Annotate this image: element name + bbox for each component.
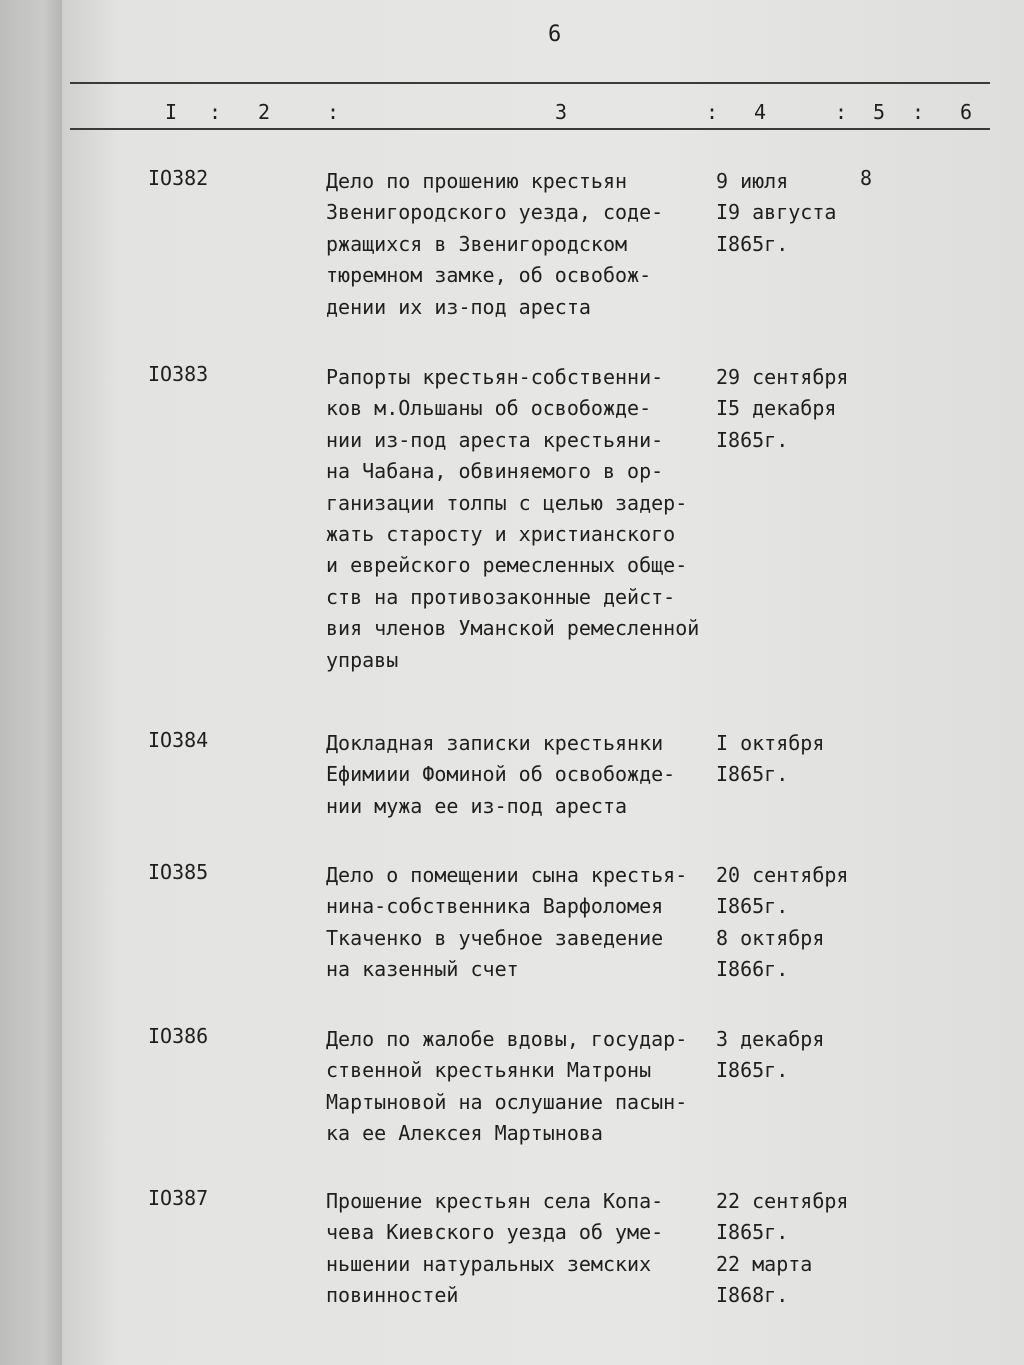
record-id: IO383 bbox=[148, 362, 209, 386]
column-header-4: 4 bbox=[754, 100, 767, 124]
record-description: Дело по прошению крестьян Звенигородского уезда, соде- ржащихся в Звенигородском тюремном замке, об освобож- дении их из-под ареста bbox=[326, 169, 664, 319]
record-dates: 22 сентября I865г. 22 марта I868г. bbox=[716, 1189, 849, 1308]
record-dates: 9 июля I9 августа I865г. bbox=[716, 169, 837, 256]
record-description: Докладная записки крестьянки Ефимиии Фоминой об освобожде- нии мужа ее из-под ареста bbox=[326, 731, 676, 818]
column-separator: : bbox=[706, 100, 719, 124]
column-header-2: 2 bbox=[258, 100, 271, 124]
record-id: IO384 bbox=[148, 728, 209, 752]
record-description: Рапорты крестьян-собственни- ков м.Ольшаны об освобожде- нии из-под ареста крестьяни- на Чабана, обвиняемого в ор- ганизации толпы с целью задер- жать старосту и христианского и еврейского ремесленных обще- ств на противозаконные дейст- вия членов Уманской ремесленной управы bbox=[326, 365, 700, 672]
record-description: Дело о помещении сына крестья- нина-собственника Варфоломея Ткаченко в учебное заведение на казенный счет bbox=[326, 863, 688, 982]
column-separator: : bbox=[912, 100, 925, 124]
header-rule-top bbox=[70, 82, 990, 84]
column-separator: : bbox=[209, 100, 222, 124]
record-id: IO382 bbox=[148, 166, 209, 190]
previous-page-edge bbox=[0, 0, 62, 1365]
record-dates: I октября I865г. bbox=[716, 731, 825, 787]
record-id: IO387 bbox=[148, 1186, 209, 1210]
column-header-3: 3 bbox=[555, 100, 568, 124]
record-dates: 20 сентября I865г. 8 октября I866г. bbox=[716, 863, 849, 982]
record-description: Дело по жалобе вдовы, государ- ственной крестьянки Матроны Мартыновой на ослушание пасын- ка ее Алексея Мартынова bbox=[326, 1027, 688, 1146]
record-id: IO386 bbox=[148, 1024, 209, 1048]
column-separator: : bbox=[835, 100, 848, 124]
header-rule-bottom bbox=[70, 128, 990, 130]
column-header-1: I bbox=[165, 100, 178, 124]
record-dates: 3 декабря I865г. bbox=[716, 1027, 825, 1083]
record-sheet-count: 8 bbox=[860, 166, 873, 190]
record-description: Прошение крестьян села Копа- чева Киевского уезда об уме- ньшении натуральных земских повинностей bbox=[326, 1189, 664, 1308]
column-header-6: 6 bbox=[960, 100, 973, 124]
column-header-5: 5 bbox=[873, 100, 886, 124]
record-dates: 29 сентября I5 декабря I865г. bbox=[716, 365, 849, 452]
record-id: IO385 bbox=[148, 860, 209, 884]
page-number: 6 bbox=[548, 22, 562, 47]
column-separator: : bbox=[327, 100, 340, 124]
